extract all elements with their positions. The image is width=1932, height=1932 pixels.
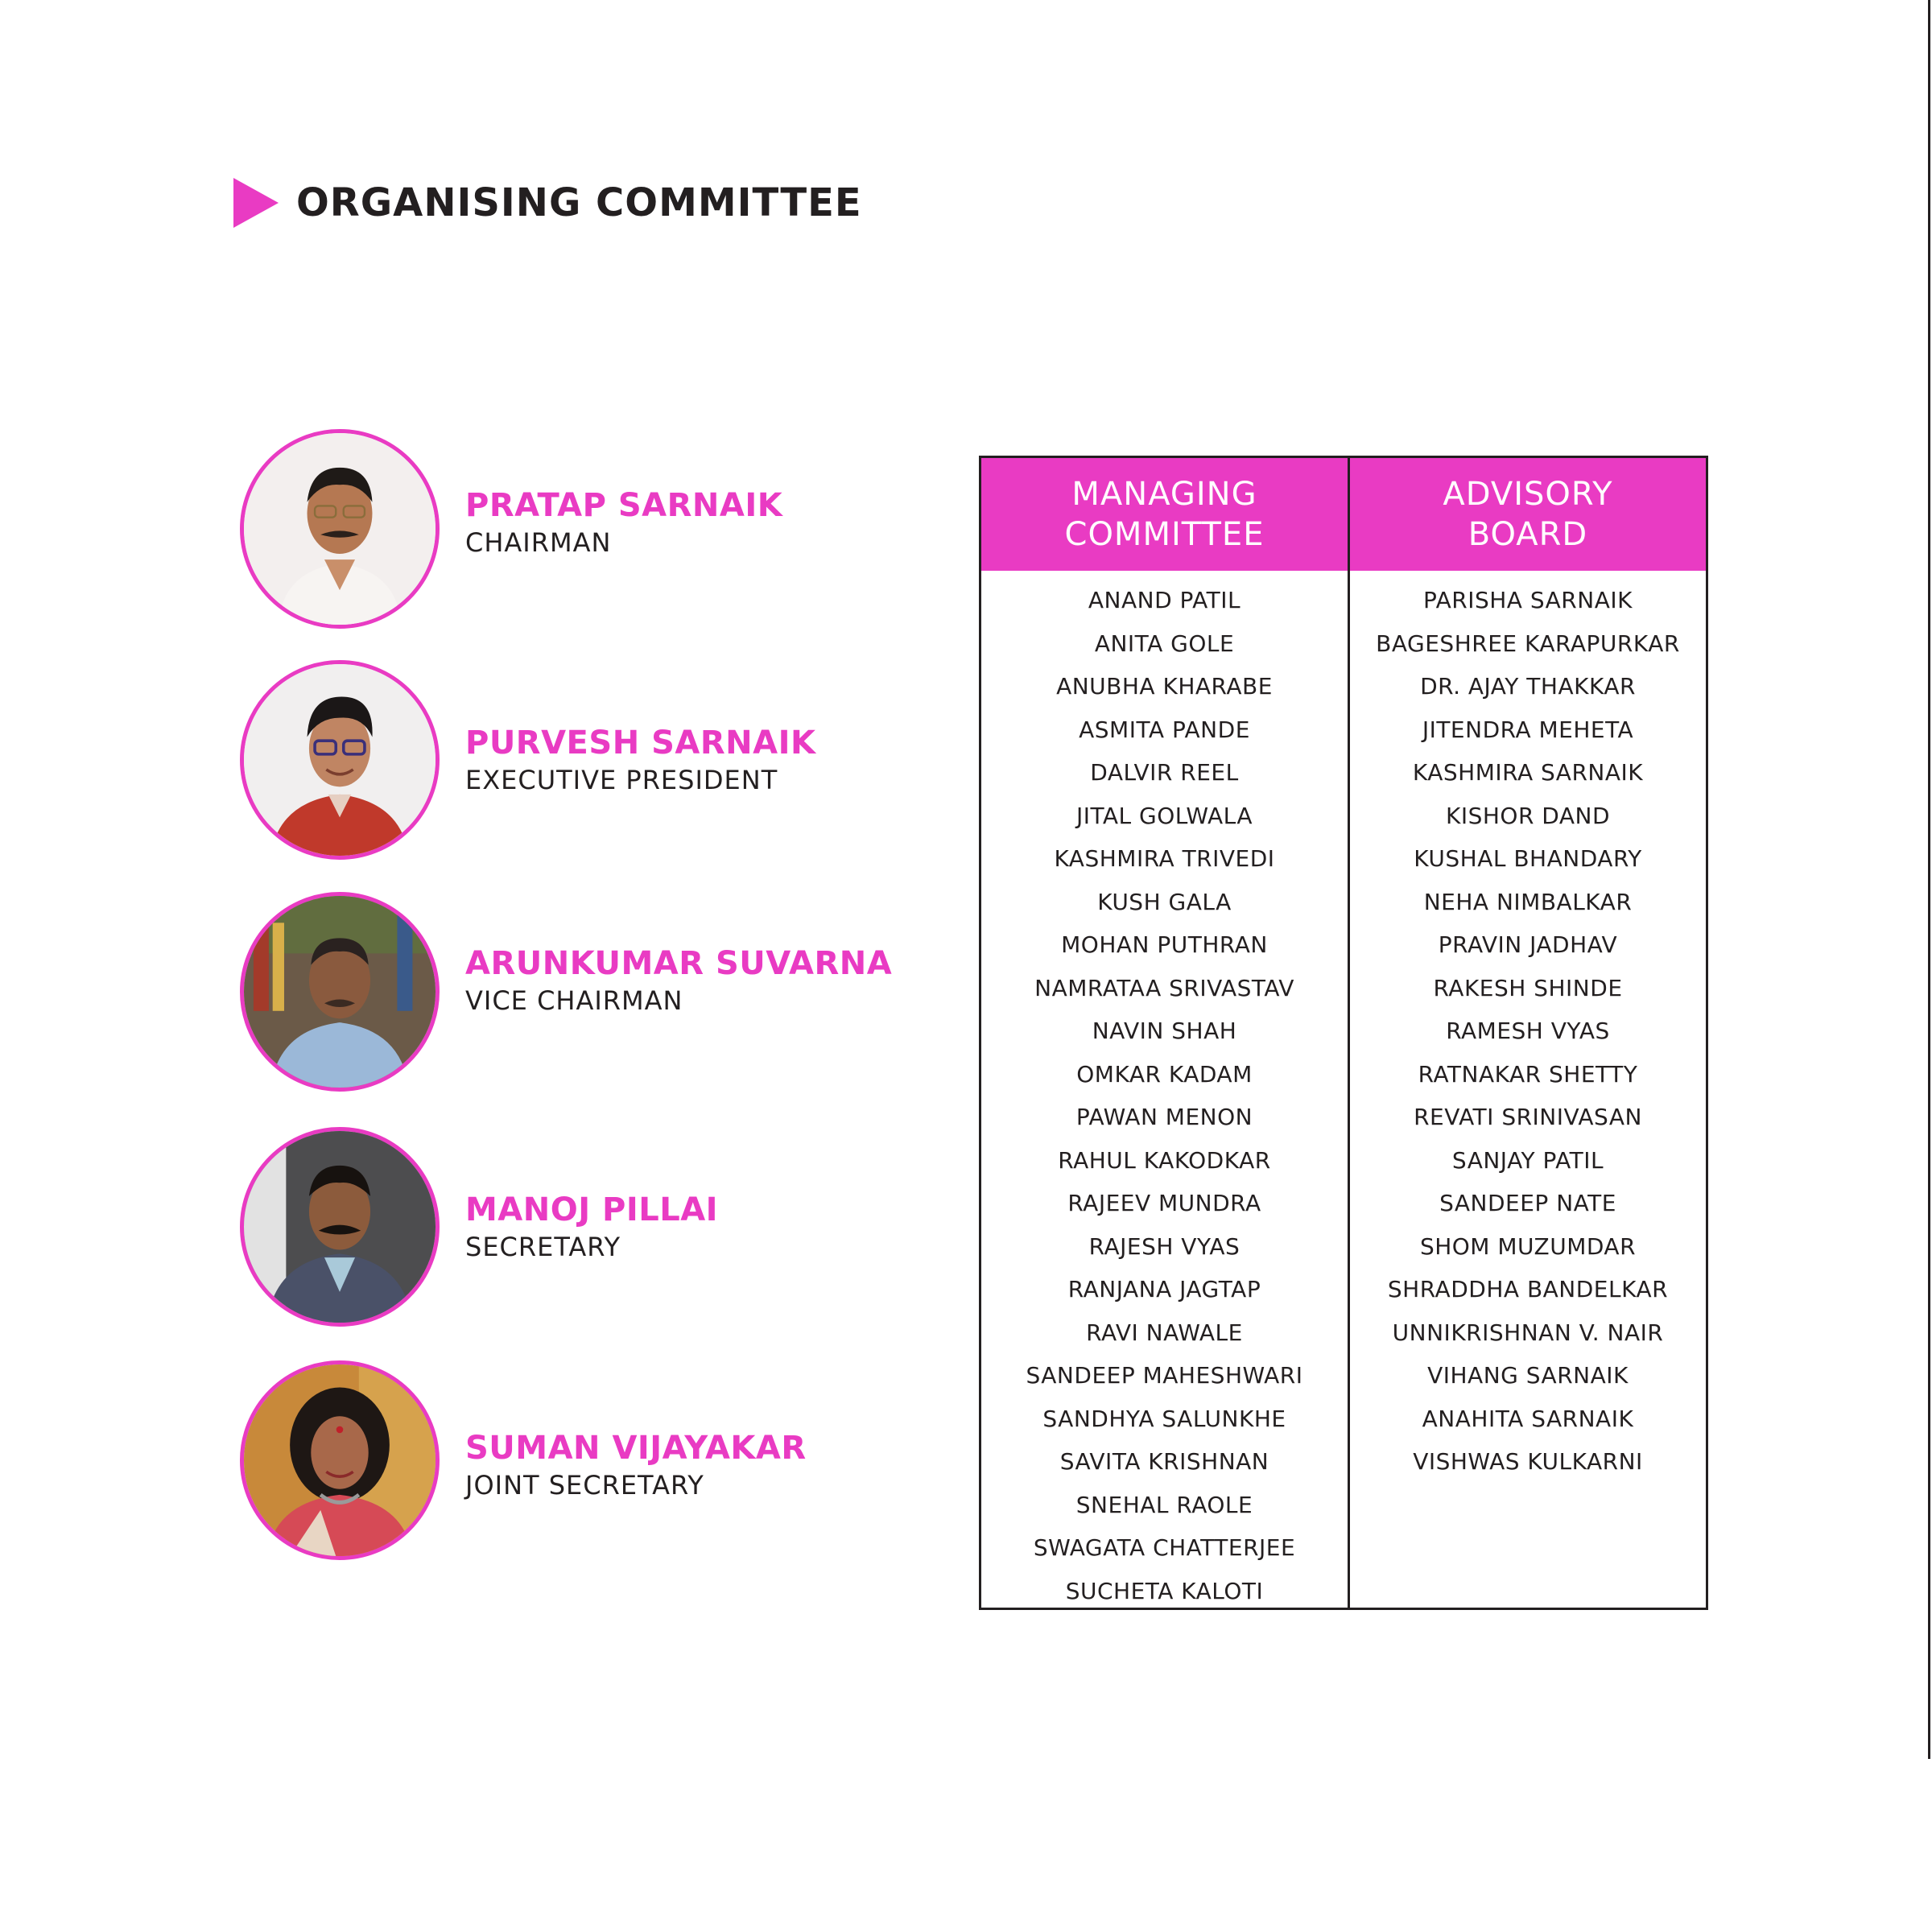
page-title: ORGANISING COMMITTEE [296,180,862,225]
advisory-board-header [1350,458,1706,571]
person-photo-icon [244,664,436,856]
list-item: ANAND PATIL [1088,587,1241,613]
list-item: KASHMIRA TRIVEDI [1054,845,1275,872]
list-item: SNEHAL RAOLE [1075,1491,1253,1518]
section-heading [233,177,862,229]
list-item: BAGESHREE KARAPURKAR [1376,630,1680,657]
list-item: RAMESH VYAS [1446,1018,1610,1044]
list-item: ASMITA PANDE [1079,716,1250,743]
officer-card [240,429,964,630]
list-item: MOHAN PUTHRAN [1061,931,1268,958]
advisory-board-column [1350,458,1706,1608]
list-item: SANDHYA SALUNKHE [1042,1405,1286,1432]
officer-name: PRATAP SARNAIK [465,487,783,524]
list-item: PARISHA SARNAIK [1423,587,1633,613]
page-edge-rule [1928,0,1930,1759]
officer-role: CHAIRMAN [465,527,612,558]
list-item: DR. AJAY THAKKAR [1420,673,1636,700]
person-photo-icon [244,1364,436,1556]
list-item: VIHANG SARNAIK [1427,1362,1629,1389]
avatar [240,1127,440,1327]
list-item: VISHWAS KULKARNI [1413,1448,1643,1475]
list-item: JITENDRA MEHETA [1422,716,1634,743]
list-item: RAHUL KAKODKAR [1058,1146,1271,1174]
list-item: NAVIN SHAH [1092,1018,1237,1044]
header-line: BOARD [1468,516,1588,553]
list-item: SHOM MUZUMDAR [1419,1232,1637,1260]
list-item: SANJAY PATIL [1451,1146,1604,1174]
list-item: RAKESH SHINDE [1433,974,1623,1001]
list-item: KUSH GALA [1097,888,1232,915]
committee-table [979,456,1708,1610]
list-item: OMKAR KADAM [1076,1060,1253,1088]
list-item: RANJANA JAGTAP [1067,1276,1261,1302]
header-line: ADVISORY [1443,476,1613,513]
officer-role: VICE CHAIRMAN [465,985,683,1016]
officer-role: JOINT SECRETARY [465,1470,704,1501]
avatar [240,660,440,860]
list-item: RAJESH VYAS [1088,1232,1241,1260]
officer-name: SUMAN VIJAYAKAR [465,1430,807,1467]
list-item: RATNAKAR SHETTY [1418,1060,1638,1088]
list-item: KISHOR DAND [1445,802,1611,829]
list-item: SANDEEP MAHESHWARI [1026,1362,1303,1389]
list-item: KASHMIRA SARNAIK [1412,759,1644,786]
avatar [240,429,440,629]
list-item: PRAVIN JADHAV [1438,931,1618,958]
list-item: ANUBHA KHARABE [1056,673,1273,700]
header-line: MANAGING [1071,476,1257,513]
avatar [240,892,440,1092]
officer-role: SECRETARY [465,1232,621,1262]
list-item: SANDEEP NATE [1439,1190,1616,1216]
officer-card [240,1360,964,1562]
list-item: UNNIKRISHNAN V. NAIR [1392,1319,1664,1346]
officer-name: ARUNKUMAR SUVARNA [465,945,893,982]
person-photo-icon [244,1131,436,1323]
officer-card [240,1127,964,1328]
officer-card [240,892,964,1093]
avatar [240,1360,440,1560]
list-item: PAWAN MENON [1075,1104,1253,1130]
person-photo-icon [244,433,436,625]
list-item: RAVI NAWALE [1086,1319,1243,1346]
managing-committee-column [981,458,1350,1608]
managing-committee-header [981,458,1348,571]
advisory-board-list [1350,571,1706,1484]
list-item: SAVITA KRISHNAN [1059,1448,1269,1475]
officer-card [240,660,964,861]
list-item: SUCHETA KALOTI [1065,1577,1264,1604]
play-arrow-icon [233,178,279,228]
list-item: SHRADDHA BANDELKAR [1387,1276,1669,1302]
officer-name: PURVESH SARNAIK [465,724,816,762]
list-item: NAMRATAA SRIVASTAV [1034,974,1294,1001]
officer-role: EXECUTIVE PRESIDENT [465,765,778,795]
list-item: JITAL GOLWALA [1075,802,1253,829]
list-item: KUSHAL BHANDARY [1414,845,1642,872]
list-item: RAJEEV MUNDRA [1067,1190,1261,1216]
list-item: DALVIR REEL [1090,759,1239,786]
list-item: SWAGATA CHATTERJEE [1033,1534,1296,1561]
header-line: COMMITTEE [1064,516,1265,553]
list-item: NEHA NIMBALKAR [1423,888,1633,915]
list-item: ANITA GOLE [1094,630,1235,657]
list-item: ANAHITA SARNAIK [1422,1405,1634,1432]
person-photo-icon [244,896,436,1088]
list-item: REVATI SRINIVASAN [1414,1104,1642,1130]
managing-committee-list [981,571,1348,1612]
officer-name: MANOJ PILLAI [465,1191,719,1228]
